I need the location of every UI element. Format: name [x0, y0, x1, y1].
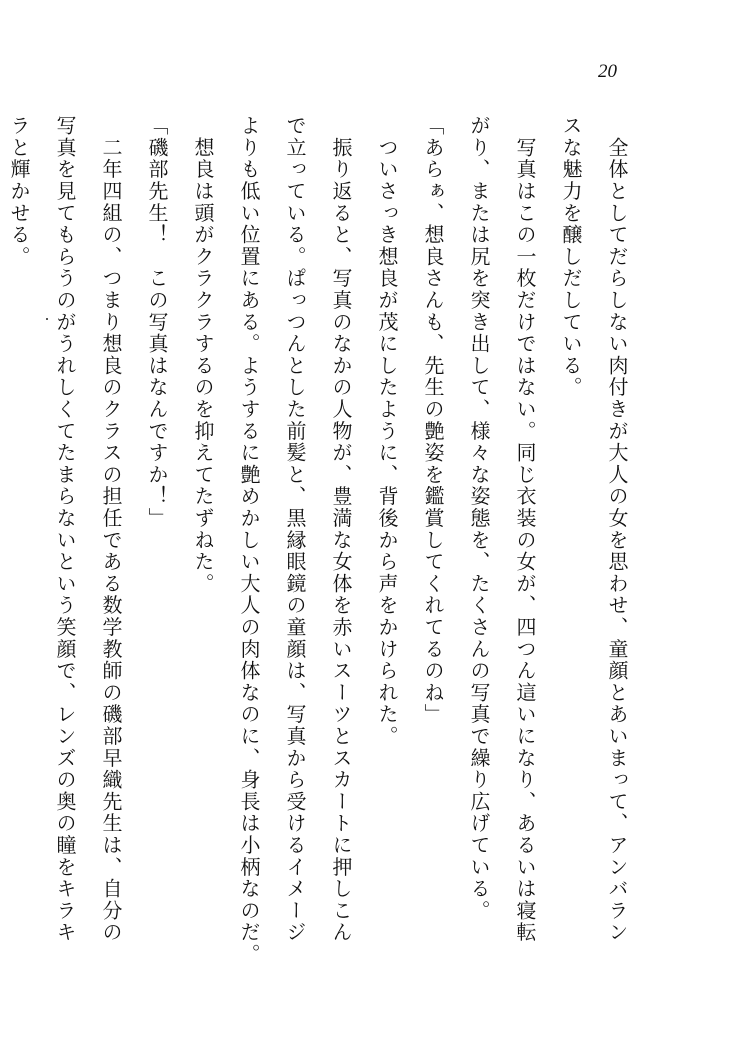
text-line: 二年四組の、つまり想良のクラスの担任である数学教師の磯部早織先生は、自分の — [99, 115, 123, 944]
text-line: ついさっき想良が茂にしたように、背後から声をかけられた。 — [375, 115, 399, 748]
text-line: 写真はこの一枚だけではない。同じ衣装の女が、四つん這いになり、あるいは寝転 — [513, 115, 537, 944]
text-line: 想良は頭がクラクラするのを抑えてたずねた。 — [191, 115, 215, 595]
text-line: がり、または尻を突き出して、様々な姿態を、たくさんの写真で繰り広げている。 — [467, 115, 491, 922]
text-line: スな魅力を醸しだしている。 — [559, 115, 583, 399]
text-line: 「磯部先生！ この写真はなんですか！」 — [145, 115, 169, 530]
text-line: ラと輝かせる。 — [7, 115, 31, 268]
body-text — [7, 115, 640, 966]
text-line: 全体としてだらしない肉付きが大人の女を思わせ、童顔とあいまって、アンバラン — [605, 115, 629, 944]
text-line: 振り返ると、写真のなかの人物が、豊満な女体を赤いスーツとスカートに押しこん — [329, 115, 353, 944]
page-number: 20 — [598, 61, 617, 82]
text-line: 写真を見てもらうのがうれしくてたまらないという笑顔で、レンズの奥の瞳をキラキ — [53, 115, 77, 944]
text-line: よりも低い位置にある。ようするに艶めかしい大人の肉体なのに、身長は小柄なのだ。 — [237, 115, 261, 966]
text-line: で立っている。ぱっつんとした前髪と、黒縁眼鏡の童顔は、写真から受けるイメージ — [283, 115, 307, 944]
text-line: 「あらぁ、想良さんも、先生の艶姿を鑑賞してくれてるのね」 — [421, 115, 445, 726]
